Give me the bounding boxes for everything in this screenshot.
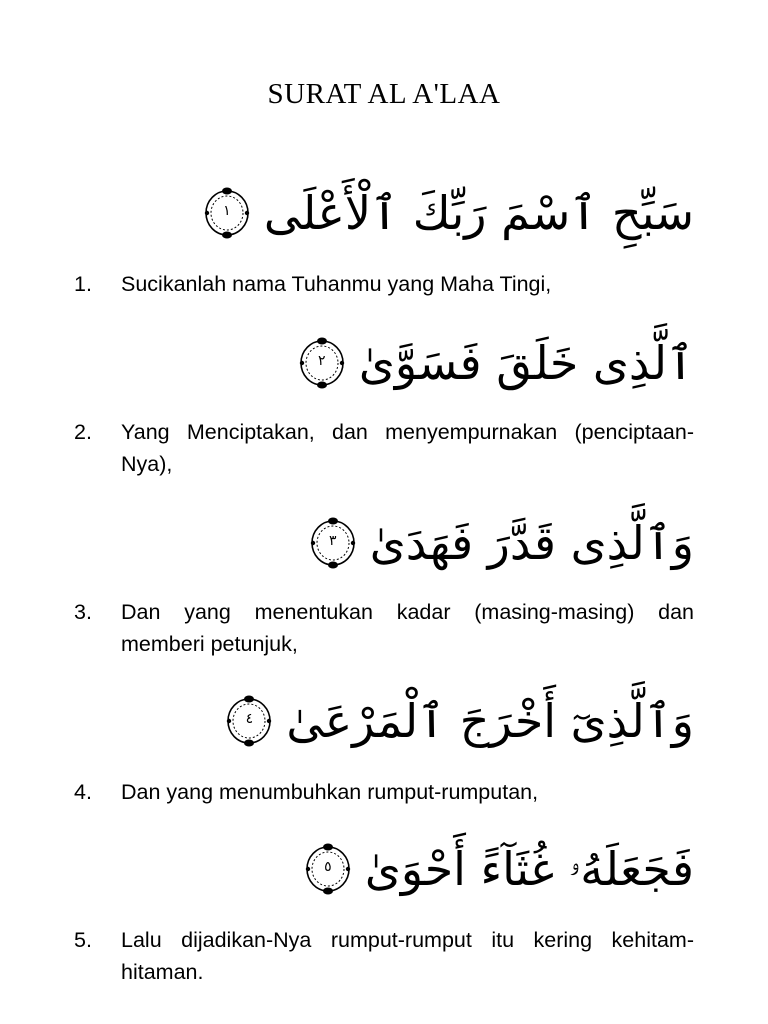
arabic-text: سَبِّحِ ٱسْمَ رَبِّكَ ٱلْأَعْلَى [263, 186, 694, 240]
translation-text: Lalu dijadikan-Nya rumput-rumput itu kering kehitam-hitaman. [121, 928, 694, 984]
translation-1 [74, 268, 694, 300]
ayah-number: ٤ [245, 711, 254, 727]
ayah-number-icon [224, 692, 274, 750]
translation-3 [74, 596, 694, 660]
translation-4 [74, 776, 694, 808]
translation-text: Sucikanlah nama Tuhanmu yang Maha Tingi, [121, 272, 552, 296]
arabic-verse-5 [303, 840, 694, 898]
arabic-verse-2 [297, 334, 694, 392]
arabic-verse-3 [308, 514, 694, 572]
verse-number: 4. [74, 780, 92, 804]
ayah-number-icon [308, 514, 358, 572]
translation-text: Dan yang menentukan kadar (masing-masing) dan memberi petunjuk, [121, 600, 694, 656]
verse-number: 1. [74, 272, 92, 296]
page-title: SURAT AL A'LAA [267, 78, 501, 110]
ayah-number: ٥ [324, 859, 332, 875]
translation-text: Yang Menciptakan, dan menyempurnakan (penciptaan-Nya), [121, 420, 694, 476]
verse-number: 3. [74, 600, 92, 624]
arabic-text: وَٱلَّذِى قَدَّرَ فَهَدَىٰ [369, 516, 694, 570]
arabic-verse-1 [202, 184, 694, 242]
ayah-number-icon [202, 184, 252, 242]
ayah-number: ٢ [318, 353, 326, 369]
arabic-text: فَجَعَلَهُۥ غُثَآءً أَحْوَىٰ [364, 842, 694, 896]
arabic-text: ٱلَّذِى خَلَقَ فَسَوَّىٰ [358, 336, 694, 390]
ayah-number: ١ [223, 203, 231, 219]
arabic-text: وَٱلَّذِىٓ أَخْرَجَ ٱلْمَرْعَىٰ [286, 694, 694, 748]
verse-number: 5. [74, 928, 92, 952]
verse-number: 2. [74, 420, 92, 444]
translation-5 [74, 924, 694, 988]
translation-2 [74, 416, 694, 480]
ayah-number-icon [303, 840, 353, 898]
ayah-number-icon [297, 334, 347, 392]
arabic-verse-4 [224, 692, 694, 750]
translation-text: Dan yang menumbuhkan rumput-rumputan, [121, 780, 539, 804]
ayah-number: ٣ [328, 533, 337, 549]
